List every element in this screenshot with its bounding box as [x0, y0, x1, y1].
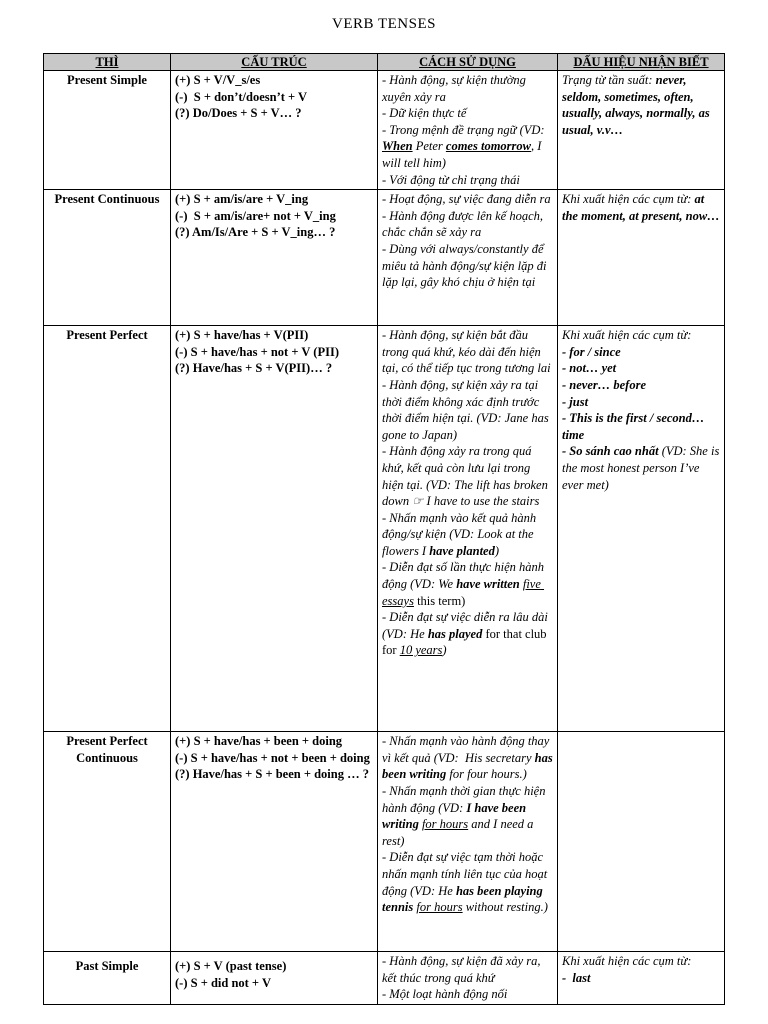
signs-intro: Khi xuất hiện các cụm từ: [562, 328, 692, 343]
usage-line: - Hành động, sự kiện bắt đầu trong quá khứ, kéo dài đến hiện tại, có thể tiếp tục trong tương lai [382, 328, 551, 376]
structure-line: (-) S + did not + V [175, 975, 271, 990]
signs-keyword: - for / since [562, 344, 621, 359]
tense-name: Present Simple [44, 71, 171, 190]
tense-signs [558, 952, 725, 1005]
usage-line: - Hành động, sự kiện thường xuyên xảy ra [382, 73, 530, 104]
structure-line: (+) S + V (past tense) [175, 959, 287, 974]
header-signs: DẤU HIỆU NHẬN BIẾT [558, 54, 725, 71]
signs-keywords: never, seldom, sometimes, often, usually, always, normally, as usual, v.v… [562, 73, 710, 137]
structure-line: (-) S + don’t/doesn’t + V [175, 89, 308, 104]
header-tense: THÌ [44, 54, 171, 71]
tense-signs [558, 190, 725, 326]
tense-signs [558, 732, 725, 952]
structure-line: (+) S + have/has + V(PII) [175, 328, 309, 343]
usage-line: - Hành động xảy ra trong quá khứ, kết quả còn lưu lại trong hiện tại. (VD: The lift has broken down ☞ I have to use the stairs [382, 444, 551, 509]
table-row [44, 326, 725, 732]
tense-signs [558, 71, 725, 190]
structure-line: (?) Do/Does + S + V… ? [175, 106, 302, 121]
tense-structure [171, 71, 378, 190]
structure-line: (?) Am/Is/Are + S + V_ing… ? [175, 225, 336, 240]
usage-line: - Hành động, sự kiện đã xảy ra, kết thúc trong quá khứ [382, 954, 544, 985]
table-header-row [44, 54, 725, 71]
signs-keyword: - not… yet [562, 361, 617, 376]
signs-intro: Trạng từ tần suất: [562, 73, 656, 87]
usage-line: - Nhấn mạnh vào kết quả hành động/sự kiện (VD: Look at the flowers I have planted) [382, 510, 540, 558]
table-row [44, 952, 725, 1005]
signs-keyword: - just [562, 394, 589, 409]
usage-line: - Nhấn mạnh thời gian thực hiện hành động (VD: I have been writing for hours and I need a rest) [382, 783, 549, 848]
usage-line: - Dùng với always/constantly để miêu tả hành động/sự kiện lặp đi lặp lại, gây khó chịu ở hiện tại [382, 241, 550, 290]
tense-name: Present Continuous [44, 190, 171, 326]
header-usage: CÁCH SỬ DỤNG [378, 54, 558, 71]
signs-keyword: - never… before [562, 377, 646, 392]
signs-intro: Khi xuất hiện các cụm từ: [562, 192, 695, 207]
structure-line: (+) S + am/is/are + V_ing [175, 192, 309, 207]
structure-line: (?) Have/has + S + V(PII)… ? [175, 361, 333, 376]
usage-line: - Diễn đạt số lần thực hiện hành động (VD: We have written five essays this term) [382, 560, 548, 608]
signs-keyword: - So sánh cao nhất (VD: She is the most honest person I’ve ever met) [562, 444, 723, 492]
usage-line: - Nhấn mạnh vào hành động thay vì kết quả (VD: His secretary has been writing for four hours.) [382, 734, 556, 782]
usage-line: - Diễn đạt sự việc diễn ra lâu dài (VD: He has played for that club for 10 years) [382, 610, 551, 658]
usage-line: - Dữ kiện thực tế [382, 106, 467, 121]
usage-line: - Một loạt hành động nối [382, 987, 508, 1002]
structure-line: (+) S + V/V_s/es [175, 73, 261, 87]
verb-tenses-table [43, 53, 725, 1005]
tense-usage [378, 190, 558, 326]
table-row [44, 732, 725, 952]
signs-keyword: - This is the first / second… time [562, 411, 708, 442]
header-structure: CẤU TRÚC [171, 54, 378, 71]
usage-line: - Hành động, sự kiện xảy ra tại thời điểm không xác định trước thời điểm hiện tại. (VD: Jane has gone to Japan) [382, 377, 552, 442]
table-row [44, 190, 725, 326]
tense-usage [378, 732, 558, 952]
usage-line: - Với động từ chỉ trạng thái [382, 172, 520, 187]
table-row [44, 71, 725, 190]
usage-line: - Diễn đạt sự việc tạm thời hoặc nhấn mạnh tính liên tục của hoạt động (VD: He has been playing tennis for hours without resting.) [382, 850, 551, 915]
structure-line: (?) Have/has + S + been + doing … ? [175, 767, 369, 782]
tense-structure [171, 326, 378, 732]
tense-structure [171, 190, 378, 326]
signs-keyword: - last [562, 970, 591, 985]
page-title: VERB TENSES [332, 16, 436, 32]
structure-line: (+) S + have/has + been + doing [175, 734, 343, 749]
tense-structure [171, 952, 378, 1005]
tense-structure [171, 732, 378, 952]
signs-keywords: at the moment, at present, now… [562, 192, 720, 223]
tense-signs [558, 326, 725, 732]
tense-usage [378, 71, 558, 190]
tense-usage [378, 326, 558, 732]
tense-name: Present Perfect Continuous [44, 732, 171, 952]
signs-intro: Khi xuất hiện các cụm từ: [562, 954, 692, 969]
structure-line: (-) S + have/has + not + been + doing [175, 750, 370, 765]
structure-line: (-) S + have/has + not + V (PII) [175, 344, 339, 359]
tense-name: Present Perfect [44, 326, 171, 732]
tense-name: Past Simple [44, 952, 171, 1005]
tense-usage [378, 952, 558, 1005]
usage-line: - Trong mệnh đề trạng ngữ (VD: When Peter comes tomorrow, I will tell him) [382, 122, 548, 170]
structure-line: (-) S + am/is/are+ not + V_ing [175, 208, 336, 223]
usage-line: - Hành động được lên kế hoạch, chắc chắn sẽ xảy ra [382, 208, 547, 240]
usage-line: - Hoạt động, sự việc đang diễn ra [382, 192, 551, 207]
